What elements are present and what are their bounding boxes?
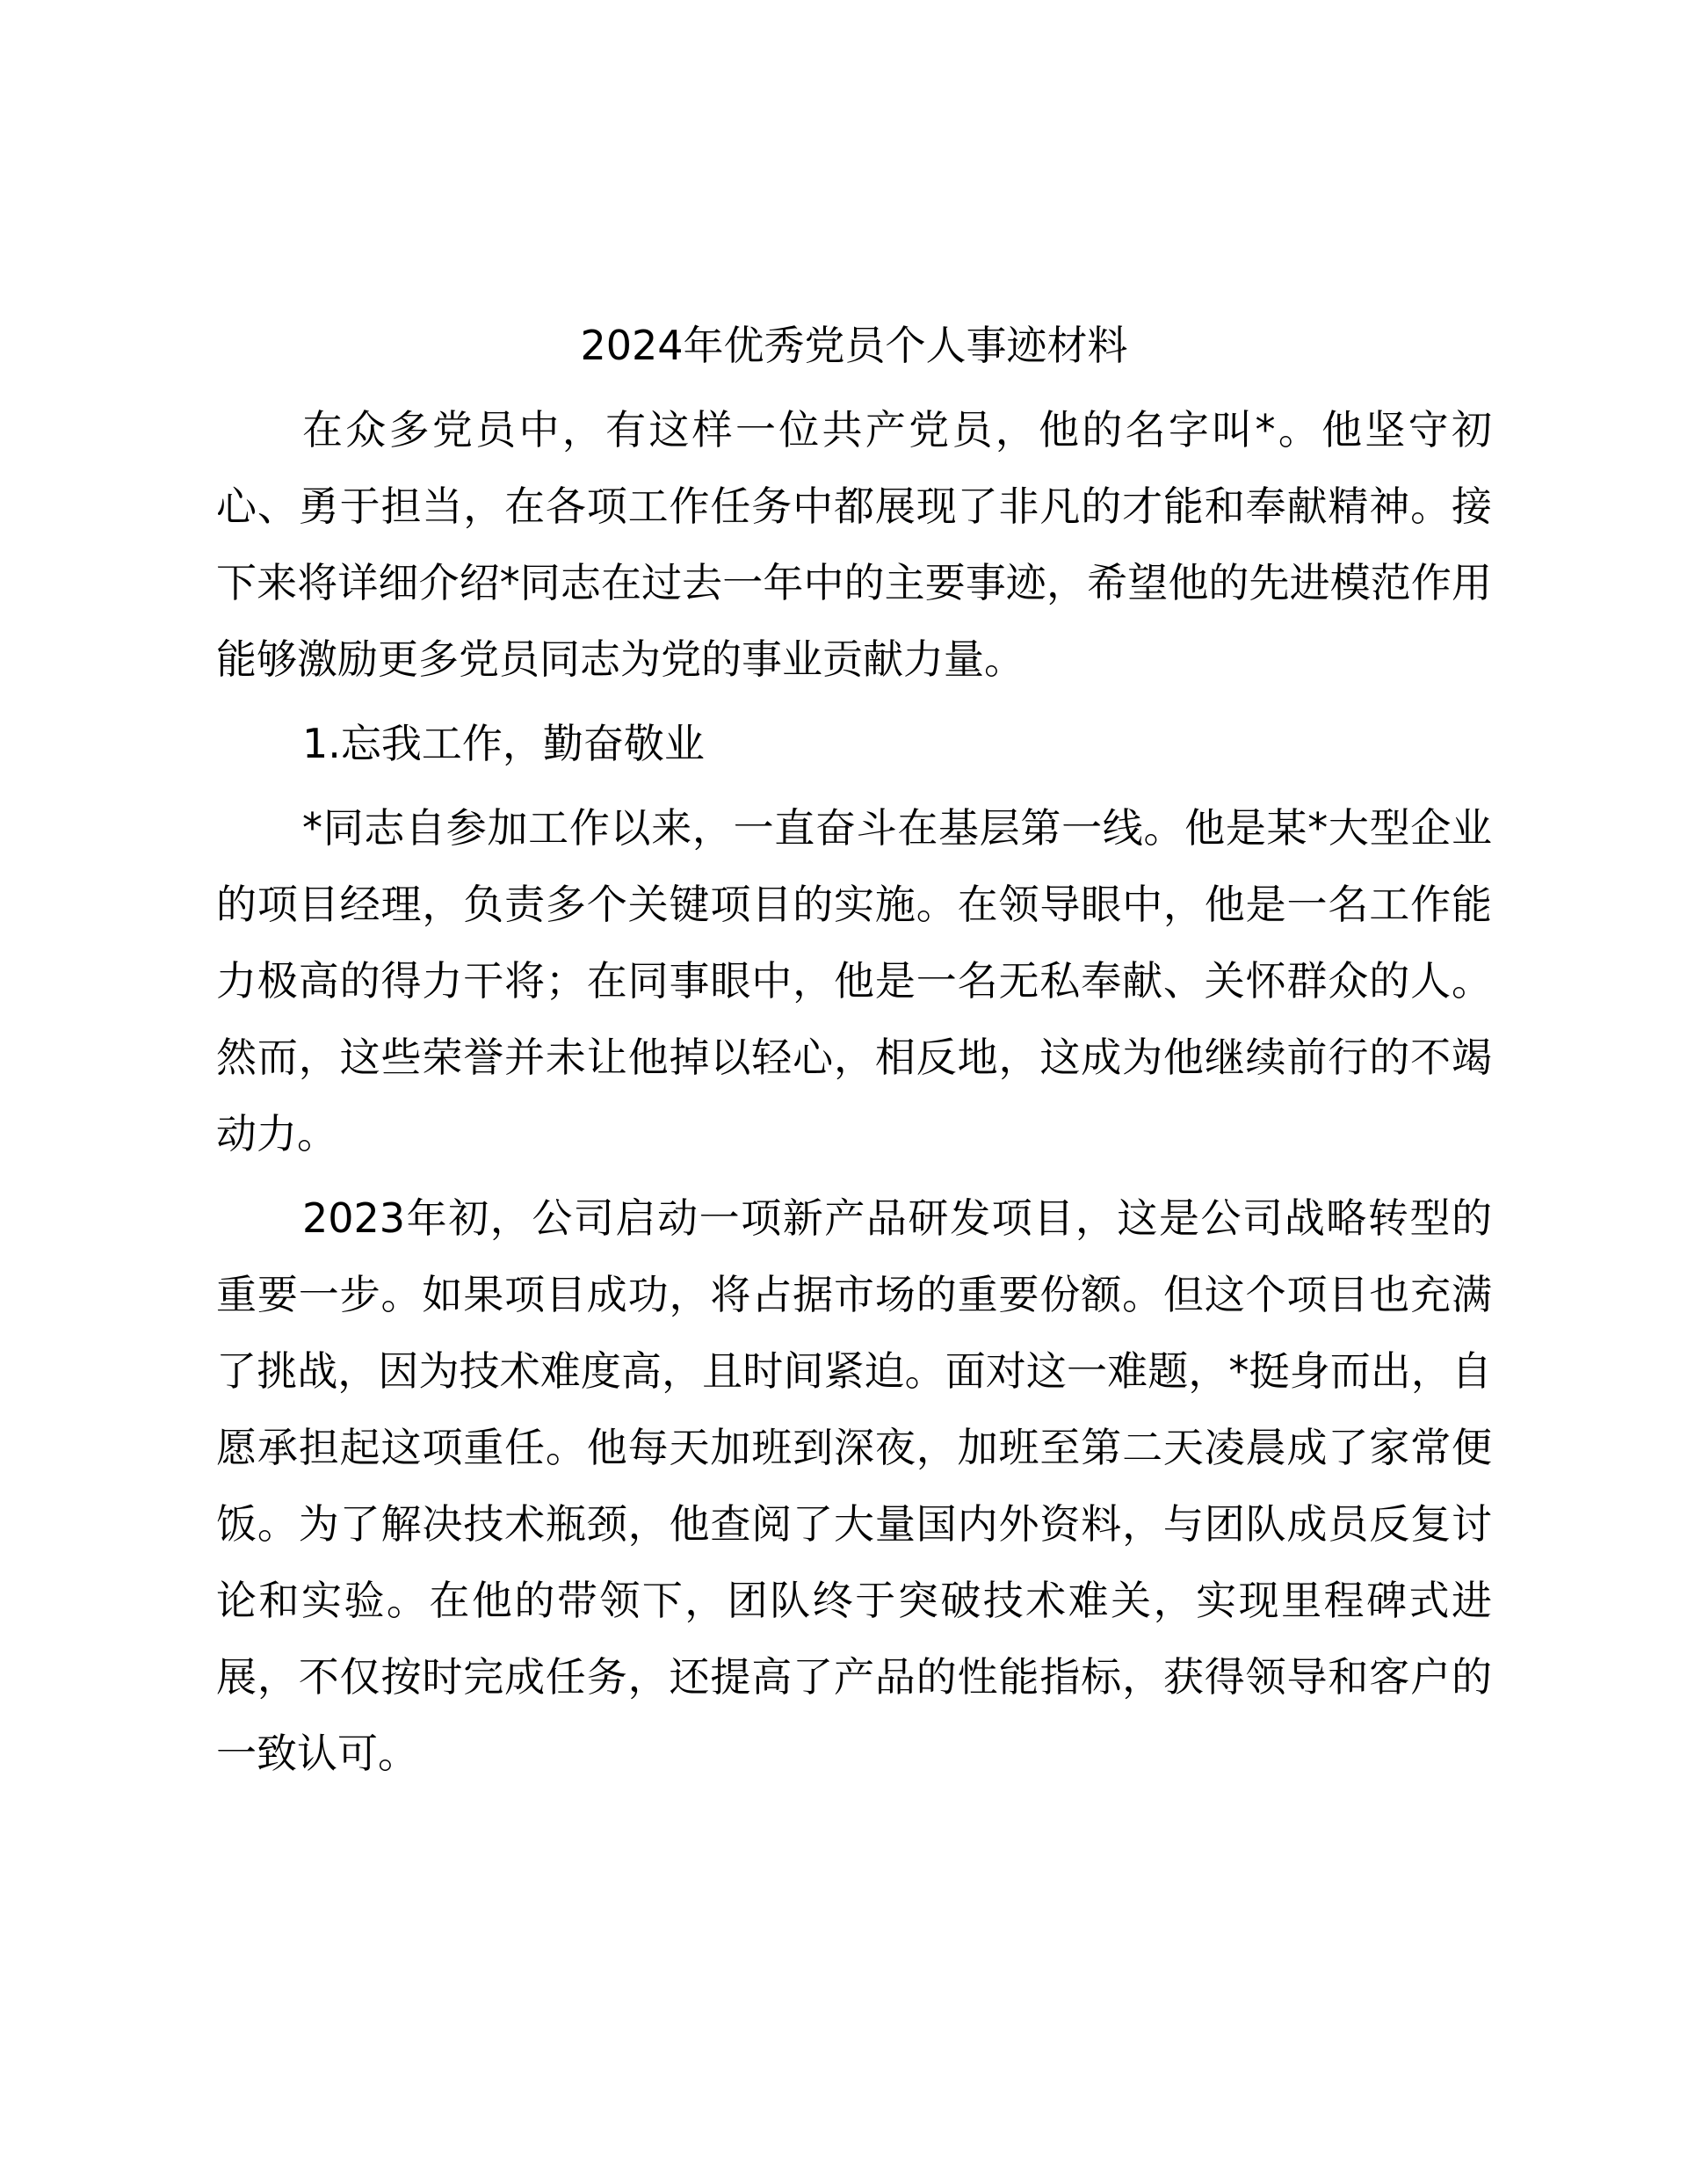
intro-paragraph: 在众多党员中，有这样一位共产党员，他的名字叫*。他坚守初心、勇于担当，在各项工作任务中都展现了非凡的才能和奉献精神。接下来将详细介绍*同志在过去一年中的主要事迹，希望他的先进模范作用能够激励更多党员同志为党的事业贡献力量。 [216, 406, 1492, 683]
document-body [216, 308, 1492, 1800]
document-title: 2024年优秀党员个人事迹材料 [580, 322, 1128, 369]
body-paragraph: *同志自参加工作以来，一直奋斗在基层第一线。他是某*大型企业的项目经理，负责多个关键项目的实施。在领导眼中，他是一名工作能力极高的得力干将；在同事眼中，他是一名无私奉献、关怀群众的人。然而，这些荣誉并未让他掉以轻心，相反地，这成为他继续前行的不竭动力。 [216, 804, 1492, 1157]
body-paragraph: 2023年初，公司启动一项新产品研发项目，这是公司战略转型的重要一步。如果项目成功，将占据市场的重要份额。但这个项目也充满了挑战，因为技术难度高，且时间紧迫。面对这一难题，*挺身而出，自愿承担起这项重任。他每天加班到深夜，加班至第二天凌晨成了家常便饭。为了解决技术瓶颈，他查阅了大量国内外资料，与团队成员反复讨论和实验。在他的带领下，团队终于突破技术难关，实现里程碑式进展，不仅按时完成任务，还提高了产品的性能指标，获得领导和客户的一致认可。 [216, 1194, 1492, 1777]
section-heading-1: 1.忘我工作，勤奋敬业 [302, 720, 705, 767]
